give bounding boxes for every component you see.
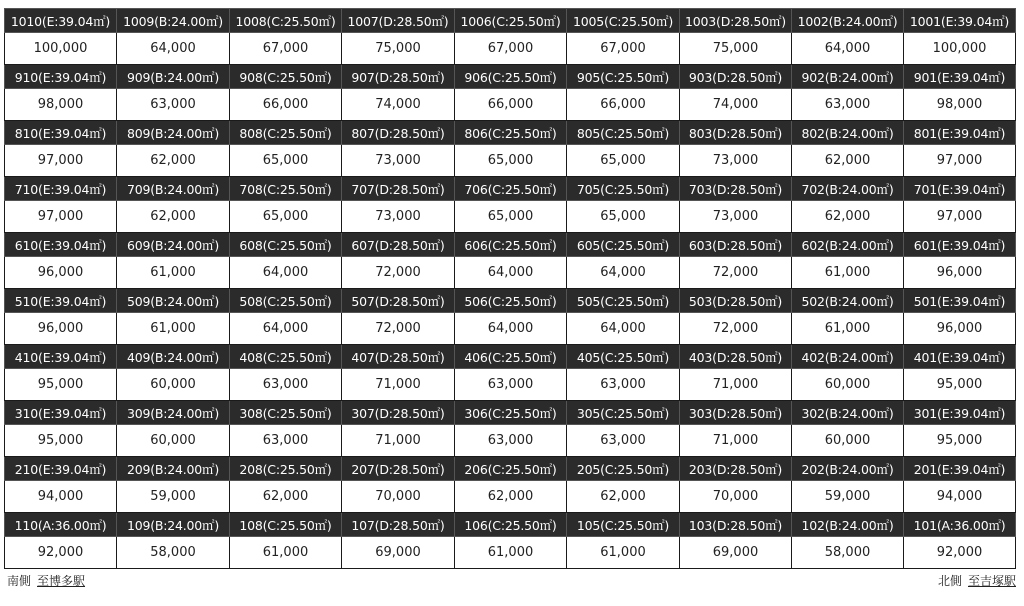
unit-label-cell: 706(C:25.50㎡) (455, 177, 567, 201)
unit-label-cell: 201(E:39.04㎡) (904, 457, 1016, 481)
unit-price-cell: 97,000 (904, 201, 1016, 233)
unit-price-row (5, 257, 1016, 289)
unit-label-row (5, 65, 1016, 89)
unit-label-cell: 101(A:36.00㎡) (904, 513, 1016, 537)
unit-price-cell: 62,000 (792, 145, 904, 177)
unit-label-cell: 409(B:24.00㎡) (117, 345, 230, 369)
unit-label-cell: 306(C:25.50㎡) (455, 401, 567, 425)
unit-price-cell: 60,000 (792, 425, 904, 457)
unit-price-cell: 74,000 (680, 89, 792, 121)
unit-label-cell: 1001(E:39.04㎡) (904, 9, 1016, 33)
unit-price-cell: 100,000 (5, 33, 117, 65)
unit-label-cell: 202(B:24.00㎡) (792, 457, 904, 481)
unit-price-cell: 98,000 (5, 89, 117, 121)
unit-price-cell: 65,000 (455, 201, 567, 233)
unit-price-cell: 65,000 (230, 201, 342, 233)
unit-label-cell: 303(D:28.50㎡) (680, 401, 792, 425)
unit-price-cell: 61,000 (792, 257, 904, 289)
unit-label-cell: 901(E:39.04㎡) (904, 65, 1016, 89)
unit-price-row (5, 425, 1016, 457)
unit-label-cell: 410(E:39.04㎡) (5, 345, 117, 369)
unit-price-cell: 64,000 (230, 257, 342, 289)
unit-price-cell: 62,000 (230, 481, 342, 513)
unit-price-cell: 61,000 (567, 537, 680, 569)
unit-label-cell: 107(D:28.50㎡) (342, 513, 455, 537)
unit-price-cell: 69,000 (342, 537, 455, 569)
unit-price-cell: 60,000 (117, 369, 230, 401)
unit-price-cell: 74,000 (342, 89, 455, 121)
unit-label-cell: 301(E:39.04㎡) (904, 401, 1016, 425)
unit-label-cell: 702(B:24.00㎡) (792, 177, 904, 201)
unit-price-cell: 97,000 (5, 145, 117, 177)
unit-label-cell: 403(D:28.50㎡) (680, 345, 792, 369)
unit-label-cell: 802(B:24.00㎡) (792, 121, 904, 145)
unit-price-cell: 61,000 (792, 313, 904, 345)
unit-label-cell: 1005(C:25.50㎡) (567, 9, 680, 33)
unit-price-cell: 92,000 (904, 537, 1016, 569)
unit-label-row (5, 457, 1016, 481)
unit-price-cell: 64,000 (117, 33, 230, 65)
unit-price-cell: 62,000 (117, 145, 230, 177)
unit-label-cell: 903(D:28.50㎡) (680, 65, 792, 89)
unit-price-cell: 95,000 (904, 369, 1016, 401)
unit-label-cell: 402(B:24.00㎡) (792, 345, 904, 369)
unit-label-cell: 1009(B:24.00㎡) (117, 9, 230, 33)
unit-price-cell: 73,000 (342, 145, 455, 177)
unit-label-row (5, 513, 1016, 537)
unit-label-cell: 305(C:25.50㎡) (567, 401, 680, 425)
unit-label-cell: 307(D:28.50㎡) (342, 401, 455, 425)
rent-table-body (5, 9, 1016, 569)
unit-label-cell: 709(B:24.00㎡) (117, 177, 230, 201)
unit-price-cell: 98,000 (904, 89, 1016, 121)
unit-label-cell: 503(D:28.50㎡) (680, 289, 792, 313)
unit-price-cell: 95,000 (5, 369, 117, 401)
unit-price-cell: 96,000 (904, 313, 1016, 345)
unit-price-cell: 100,000 (904, 33, 1016, 65)
unit-label-cell: 102(B:24.00㎡) (792, 513, 904, 537)
unit-price-row (5, 89, 1016, 121)
unit-price-cell: 69,000 (680, 537, 792, 569)
unit-label-cell: 401(E:39.04㎡) (904, 345, 1016, 369)
unit-label-cell: 507(D:28.50㎡) (342, 289, 455, 313)
unit-label-row (5, 9, 1016, 33)
unit-price-cell: 73,000 (680, 145, 792, 177)
unit-price-cell: 70,000 (680, 481, 792, 513)
unit-price-cell: 64,000 (455, 257, 567, 289)
unit-price-row (5, 481, 1016, 513)
unit-label-cell: 908(C:25.50㎡) (230, 65, 342, 89)
unit-label-cell: 610(E:39.04㎡) (5, 233, 117, 257)
unit-price-cell: 71,000 (342, 425, 455, 457)
unit-label-cell: 810(E:39.04㎡) (5, 121, 117, 145)
unit-price-cell: 97,000 (904, 145, 1016, 177)
unit-price-cell: 95,000 (5, 425, 117, 457)
unit-price-row (5, 369, 1016, 401)
unit-label-cell: 808(C:25.50㎡) (230, 121, 342, 145)
unit-price-cell: 72,000 (680, 313, 792, 345)
unit-price-cell: 72,000 (680, 257, 792, 289)
unit-label-cell: 405(C:25.50㎡) (567, 345, 680, 369)
unit-price-row (5, 313, 1016, 345)
unit-price-cell: 66,000 (230, 89, 342, 121)
unit-label-row (5, 121, 1016, 145)
unit-label-cell: 806(C:25.50㎡) (455, 121, 567, 145)
unit-label-cell: 505(C:25.50㎡) (567, 289, 680, 313)
unit-label-cell: 609(B:24.00㎡) (117, 233, 230, 257)
unit-label-cell: 707(D:28.50㎡) (342, 177, 455, 201)
unit-price-cell: 60,000 (792, 369, 904, 401)
unit-price-cell: 63,000 (567, 425, 680, 457)
unit-label-cell: 606(C:25.50㎡) (455, 233, 567, 257)
unit-label-cell: 205(C:25.50㎡) (567, 457, 680, 481)
unit-price-cell: 63,000 (455, 425, 567, 457)
unit-label-cell: 506(C:25.50㎡) (455, 289, 567, 313)
unit-price-row (5, 201, 1016, 233)
unit-price-cell: 70,000 (342, 481, 455, 513)
unit-label-cell: 907(D:28.50㎡) (342, 65, 455, 89)
unit-price-cell: 73,000 (680, 201, 792, 233)
unit-price-cell: 71,000 (680, 425, 792, 457)
unit-price-cell: 61,000 (230, 537, 342, 569)
unit-label-cell: 906(C:25.50㎡) (455, 65, 567, 89)
unit-label-cell: 207(D:28.50㎡) (342, 457, 455, 481)
unit-price-cell: 62,000 (792, 201, 904, 233)
unit-price-cell: 75,000 (680, 33, 792, 65)
unit-label-cell: 1002(B:24.00㎡) (792, 9, 904, 33)
unit-price-cell: 66,000 (455, 89, 567, 121)
unit-price-cell: 96,000 (904, 257, 1016, 289)
unit-price-cell: 58,000 (117, 537, 230, 569)
unit-price-cell: 61,000 (455, 537, 567, 569)
unit-price-cell: 65,000 (567, 145, 680, 177)
unit-price-cell: 63,000 (117, 89, 230, 121)
to-hakata-station-link[interactable]: 至博多駅 (37, 574, 86, 588)
unit-price-cell: 94,000 (904, 481, 1016, 513)
unit-label-cell: 807(D:28.50㎡) (342, 121, 455, 145)
unit-price-cell: 59,000 (117, 481, 230, 513)
unit-label-cell: 608(C:25.50㎡) (230, 233, 342, 257)
unit-price-cell: 63,000 (455, 369, 567, 401)
unit-price-cell: 92,000 (5, 537, 117, 569)
unit-label-cell: 108(C:25.50㎡) (230, 513, 342, 537)
unit-label-cell: 302(B:24.00㎡) (792, 401, 904, 425)
unit-label-cell: 203(D:28.50㎡) (680, 457, 792, 481)
unit-price-cell: 61,000 (117, 257, 230, 289)
unit-price-cell: 72,000 (342, 313, 455, 345)
unit-label-cell: 607(D:28.50㎡) (342, 233, 455, 257)
unit-label-cell: 209(B:24.00㎡) (117, 457, 230, 481)
rent-table (4, 8, 1016, 569)
footer-south (7, 572, 85, 589)
unit-price-cell: 62,000 (455, 481, 567, 513)
unit-label-cell: 105(C:25.50㎡) (567, 513, 680, 537)
unit-label-cell: 309(B:24.00㎡) (117, 401, 230, 425)
unit-label-cell: 502(B:24.00㎡) (792, 289, 904, 313)
unit-price-cell: 66,000 (567, 89, 680, 121)
unit-label-cell: 510(E:39.04㎡) (5, 289, 117, 313)
unit-label-cell: 106(C:25.50㎡) (455, 513, 567, 537)
unit-label-cell: 803(D:28.50㎡) (680, 121, 792, 145)
unit-label-cell: 1010(E:39.04㎡) (5, 9, 117, 33)
unit-label-row (5, 233, 1016, 257)
unit-price-cell: 65,000 (455, 145, 567, 177)
unit-price-cell: 97,000 (5, 201, 117, 233)
unit-label-cell: 909(B:24.00㎡) (117, 65, 230, 89)
unit-label-cell: 605(C:25.50㎡) (567, 233, 680, 257)
unit-label-cell: 710(E:39.04㎡) (5, 177, 117, 201)
unit-price-cell: 61,000 (117, 313, 230, 345)
unit-price-cell: 67,000 (230, 33, 342, 65)
unit-label-cell: 1006(C:25.50㎡) (455, 9, 567, 33)
unit-label-cell: 601(E:39.04㎡) (904, 233, 1016, 257)
footer-north (938, 572, 1016, 589)
unit-price-cell: 96,000 (5, 313, 117, 345)
unit-price-cell: 62,000 (567, 481, 680, 513)
unit-label-cell: 701(E:39.04㎡) (904, 177, 1016, 201)
unit-label-cell: 103(D:28.50㎡) (680, 513, 792, 537)
unit-price-cell: 64,000 (567, 313, 680, 345)
unit-price-cell: 73,000 (342, 201, 455, 233)
unit-price-cell: 64,000 (792, 33, 904, 65)
unit-label-cell: 1003(D:28.50㎡) (680, 9, 792, 33)
unit-price-cell: 65,000 (567, 201, 680, 233)
unit-price-cell: 63,000 (230, 369, 342, 401)
unit-label-cell: 110(A:36.00㎡) (5, 513, 117, 537)
unit-price-row (5, 537, 1016, 569)
unit-label-cell: 408(C:25.50㎡) (230, 345, 342, 369)
unit-label-cell: 910(E:39.04㎡) (5, 65, 117, 89)
unit-price-row (5, 145, 1016, 177)
unit-price-cell: 59,000 (792, 481, 904, 513)
unit-label-row (5, 289, 1016, 313)
unit-label-cell: 501(E:39.04㎡) (904, 289, 1016, 313)
unit-label-cell: 603(D:28.50㎡) (680, 233, 792, 257)
unit-price-row (5, 33, 1016, 65)
unit-price-cell: 67,000 (567, 33, 680, 65)
unit-label-cell: 703(D:28.50㎡) (680, 177, 792, 201)
unit-price-cell: 63,000 (792, 89, 904, 121)
unit-price-cell: 96,000 (5, 257, 117, 289)
unit-label-row (5, 345, 1016, 369)
unit-price-cell: 65,000 (230, 145, 342, 177)
unit-price-cell: 64,000 (455, 313, 567, 345)
unit-price-cell: 64,000 (230, 313, 342, 345)
unit-price-cell: 67,000 (455, 33, 567, 65)
unit-label-cell: 805(C:25.50㎡) (567, 121, 680, 145)
to-yoshizuka-station-link[interactable]: 至吉塚駅 (967, 574, 1016, 588)
south-side-label: 南側 (7, 574, 32, 588)
unit-label-cell: 902(B:24.00㎡) (792, 65, 904, 89)
unit-label-row (5, 177, 1016, 201)
unit-label-cell: 210(E:39.04㎡) (5, 457, 117, 481)
unit-label-cell: 310(E:39.04㎡) (5, 401, 117, 425)
unit-label-cell: 905(C:25.50㎡) (567, 65, 680, 89)
unit-price-cell: 63,000 (230, 425, 342, 457)
unit-price-cell: 64,000 (567, 257, 680, 289)
unit-price-cell: 71,000 (342, 369, 455, 401)
unit-label-cell: 708(C:25.50㎡) (230, 177, 342, 201)
unit-label-cell: 1007(D:28.50㎡) (342, 9, 455, 33)
unit-price-cell: 63,000 (567, 369, 680, 401)
unit-label-cell: 705(C:25.50㎡) (567, 177, 680, 201)
unit-price-cell: 58,000 (792, 537, 904, 569)
unit-price-cell: 95,000 (904, 425, 1016, 457)
unit-label-cell: 206(C:25.50㎡) (455, 457, 567, 481)
unit-price-cell: 71,000 (680, 369, 792, 401)
unit-label-cell: 208(C:25.50㎡) (230, 457, 342, 481)
unit-price-cell: 60,000 (117, 425, 230, 457)
unit-label-cell: 308(C:25.50㎡) (230, 401, 342, 425)
unit-label-cell: 509(B:24.00㎡) (117, 289, 230, 313)
unit-price-cell: 62,000 (117, 201, 230, 233)
unit-label-cell: 508(C:25.50㎡) (230, 289, 342, 313)
unit-label-cell: 602(B:24.00㎡) (792, 233, 904, 257)
unit-label-cell: 109(B:24.00㎡) (117, 513, 230, 537)
unit-label-cell: 809(B:24.00㎡) (117, 121, 230, 145)
north-side-label: 北側 (937, 574, 962, 588)
unit-label-row (5, 401, 1016, 425)
unit-price-cell: 75,000 (342, 33, 455, 65)
unit-price-cell: 72,000 (342, 257, 455, 289)
unit-label-cell: 1008(C:25.50㎡) (230, 9, 342, 33)
unit-label-cell: 801(E:39.04㎡) (904, 121, 1016, 145)
unit-label-cell: 407(D:28.50㎡) (342, 345, 455, 369)
unit-label-cell: 406(C:25.50㎡) (455, 345, 567, 369)
unit-price-cell: 94,000 (5, 481, 117, 513)
